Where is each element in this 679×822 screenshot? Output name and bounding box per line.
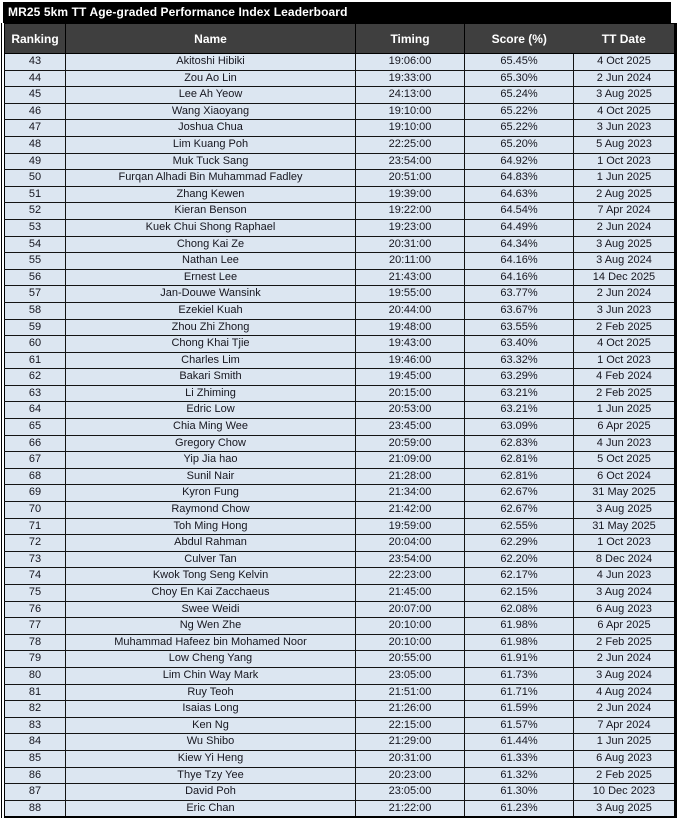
ranking-cell: 74 [5,568,66,585]
table-row [5,186,676,203]
ranking-cell: 58 [5,302,66,319]
ranking-cell: 80 [5,667,66,684]
ranking-cell: 70 [5,502,66,519]
ranking-cell: 61 [5,352,66,369]
name-cell: Chong Khai Tjie [66,336,356,353]
table-row [5,701,676,718]
ranking-cell: 79 [5,651,66,668]
score-cell: 61.91% [465,651,574,668]
table-row [5,236,676,253]
score-cell: 65.20% [465,136,574,153]
timing-cell: 20:23:00 [356,767,465,784]
tt-date-cell: 2 Feb 2025 [574,385,676,402]
leaderboard-title: MR25 5km TT Age-graded Performance Index Leaderboard [3,2,671,23]
tt-date-cell: 3 Aug 2025 [574,236,676,253]
ranking-cell: 44 [5,70,66,87]
tt-date-cell: 4 Jun 2023 [574,568,676,585]
score-cell: 63.21% [465,385,574,402]
ranking-cell: 71 [5,518,66,535]
ranking-cell: 51 [5,186,66,203]
name-cell: Kwok Tong Seng Kelvin [66,568,356,585]
tt-date-cell: 2 Aug 2025 [574,186,676,203]
table-row [5,203,676,220]
ranking-cell: 67 [5,452,66,469]
score-cell: 62.81% [465,452,574,469]
table-row [5,153,676,170]
column-header-name: Name [66,24,356,54]
timing-cell: 23:05:00 [356,784,465,801]
name-cell: Li Zhiming [66,385,356,402]
table-row [5,435,676,452]
tt-date-cell: 14 Dec 2025 [574,269,676,286]
timing-cell: 23:54:00 [356,153,465,170]
table-row [5,717,676,734]
name-cell: Low Cheng Yang [66,651,356,668]
table-row [5,54,676,71]
table-row [5,551,676,568]
tt-date-cell: 3 Aug 2024 [574,667,676,684]
score-cell: 61.32% [465,767,574,784]
name-cell: Muhammad Hafeez bin Mohamed Noor [66,634,356,651]
timing-cell: 19:39:00 [356,186,465,203]
name-cell: Lim Kuang Poh [66,136,356,153]
name-cell: Kuek Chui Shong Raphael [66,219,356,236]
timing-cell: 23:05:00 [356,667,465,684]
score-cell: 63.67% [465,302,574,319]
tt-date-cell: 5 Aug 2023 [574,136,676,153]
name-cell: Abdul Rahman [66,535,356,552]
table-row [5,70,676,87]
score-cell: 65.22% [465,103,574,120]
name-cell: Zhang Kewen [66,186,356,203]
tt-date-cell: 3 Aug 2025 [574,87,676,104]
timing-cell: 21:22:00 [356,800,465,817]
table-row [5,618,676,635]
name-cell: David Poh [66,784,356,801]
tt-date-cell: 6 Aug 2023 [574,601,676,618]
score-cell: 62.20% [465,551,574,568]
timing-cell: 20:51:00 [356,170,465,187]
tt-date-cell: 1 Oct 2023 [574,352,676,369]
timing-cell: 22:23:00 [356,568,465,585]
name-cell: Zhou Zhi Zhong [66,319,356,336]
timing-cell: 20:07:00 [356,601,465,618]
ranking-cell: 45 [5,87,66,104]
timing-cell: 19:59:00 [356,518,465,535]
score-cell: 64.92% [465,153,574,170]
tt-date-cell: 4 Oct 2025 [574,54,676,71]
tt-date-cell: 2 Jun 2024 [574,286,676,303]
tt-date-cell: 3 Aug 2024 [574,585,676,602]
tt-date-cell: 2 Feb 2025 [574,767,676,784]
score-cell: 61.33% [465,750,574,767]
name-cell: Nathan Lee [66,253,356,270]
tt-date-cell: 2 Jun 2024 [574,651,676,668]
ranking-cell: 84 [5,734,66,751]
name-cell: Culver Tan [66,551,356,568]
ranking-cell: 54 [5,236,66,253]
table-row [5,269,676,286]
ranking-cell: 72 [5,535,66,552]
name-cell: Edric Low [66,402,356,419]
ranking-cell: 82 [5,701,66,718]
tt-date-cell: 31 May 2025 [574,518,676,535]
tt-date-cell: 2 Jun 2024 [574,219,676,236]
score-cell: 62.67% [465,502,574,519]
ranking-cell: 62 [5,369,66,386]
tt-date-cell: 2 Jun 2024 [574,70,676,87]
table-row [5,452,676,469]
timing-cell: 20:59:00 [356,435,465,452]
ranking-cell: 69 [5,485,66,502]
score-cell: 62.83% [465,435,574,452]
tt-date-cell: 6 Aug 2023 [574,750,676,767]
table-row [5,518,676,535]
ranking-cell: 53 [5,219,66,236]
score-cell: 62.55% [465,518,574,535]
table-row [5,684,676,701]
table-row [5,402,676,419]
tt-date-cell: 3 Aug 2025 [574,502,676,519]
score-cell: 63.40% [465,336,574,353]
score-cell: 63.77% [465,286,574,303]
score-cell: 63.32% [465,352,574,369]
timing-cell: 20:10:00 [356,618,465,635]
ranking-cell: 81 [5,684,66,701]
tt-date-cell: 6 Oct 2024 [574,468,676,485]
timing-cell: 19:46:00 [356,352,465,369]
timing-cell: 21:26:00 [356,701,465,718]
name-cell: Ernest Lee [66,269,356,286]
table-row [5,136,676,153]
score-cell: 62.81% [465,468,574,485]
score-cell: 64.54% [465,203,574,220]
ranking-cell: 86 [5,767,66,784]
ranking-cell: 64 [5,402,66,419]
timing-cell: 19:45:00 [356,369,465,386]
table-row [5,253,676,270]
timing-cell: 21:34:00 [356,485,465,502]
table-row [5,485,676,502]
score-cell: 64.83% [465,170,574,187]
ranking-cell: 65 [5,419,66,436]
tt-date-cell: 1 Jun 2025 [574,170,676,187]
name-cell: Charles Lim [66,352,356,369]
table-row [5,219,676,236]
ranking-cell: 88 [5,800,66,817]
column-header-tt-date: TT Date [574,24,676,54]
score-cell: 62.08% [465,601,574,618]
timing-cell: 19:23:00 [356,219,465,236]
table-row [5,352,676,369]
score-cell: 65.22% [465,120,574,137]
table-row [5,120,676,137]
table-row [5,667,676,684]
name-cell: Raymond Chow [66,502,356,519]
ranking-cell: 83 [5,717,66,734]
score-cell: 65.24% [465,87,574,104]
tt-date-cell: 1 Jun 2025 [574,402,676,419]
timing-cell: 19:10:00 [356,120,465,137]
ranking-cell: 87 [5,784,66,801]
tt-date-cell: 1 Oct 2023 [574,153,676,170]
tt-date-cell: 4 Oct 2025 [574,336,676,353]
ranking-cell: 43 [5,54,66,71]
timing-cell: 20:04:00 [356,535,465,552]
table-row [5,502,676,519]
table-row [5,87,676,104]
name-cell: Furqan Alhadi Bin Muhammad Fadley [66,170,356,187]
leaderboard-table-border [1,23,672,818]
table-row [5,634,676,651]
tt-date-cell: 3 Aug 2025 [574,800,676,817]
score-cell: 62.29% [465,535,574,552]
ranking-cell: 78 [5,634,66,651]
timing-cell: 19:33:00 [356,70,465,87]
timing-cell: 20:10:00 [356,634,465,651]
score-cell: 64.16% [465,253,574,270]
table-row [5,800,676,817]
timing-cell: 23:45:00 [356,419,465,436]
timing-cell: 20:11:00 [356,253,465,270]
tt-date-cell: 2 Feb 2025 [574,634,676,651]
name-cell: Jan-Douwe Wansink [66,286,356,303]
table-row [5,568,676,585]
table-row [5,302,676,319]
timing-cell: 21:45:00 [356,585,465,602]
name-cell: Muk Tuck Sang [66,153,356,170]
name-cell: Akitoshi Hibiki [66,54,356,71]
table-row [5,468,676,485]
name-cell: Swee Weidi [66,601,356,618]
table-row [5,369,676,386]
table-row [5,601,676,618]
table-row [5,286,676,303]
timing-cell: 20:31:00 [356,750,465,767]
score-cell: 63.55% [465,319,574,336]
timing-cell: 19:10:00 [356,103,465,120]
name-cell: Kieran Benson [66,203,356,220]
name-cell: Sunil Nair [66,468,356,485]
timing-cell: 21:42:00 [356,502,465,519]
tt-date-cell: 31 May 2025 [574,485,676,502]
timing-cell: 21:28:00 [356,468,465,485]
score-cell: 61.44% [465,734,574,751]
name-cell: Choy En Kai Zacchaeus [66,585,356,602]
timing-cell: 23:54:00 [356,551,465,568]
table-row [5,750,676,767]
table-row [5,170,676,187]
column-header-ranking: Ranking [5,24,66,54]
ranking-cell: 59 [5,319,66,336]
ranking-cell: 85 [5,750,66,767]
tt-date-cell: 1 Jun 2025 [574,734,676,751]
timing-cell: 20:31:00 [356,236,465,253]
column-header-timing: Timing [356,24,465,54]
tt-date-cell: 5 Oct 2025 [574,452,676,469]
score-cell: 63.21% [465,402,574,419]
tt-date-cell: 6 Apr 2025 [574,618,676,635]
name-cell: Zou Ao Lin [66,70,356,87]
table-row [5,585,676,602]
timing-cell: 19:48:00 [356,319,465,336]
score-cell: 64.49% [465,219,574,236]
name-cell: Isaias Long [66,701,356,718]
ranking-cell: 47 [5,120,66,137]
score-cell: 65.30% [465,70,574,87]
timing-cell: 21:51:00 [356,684,465,701]
ranking-cell: 60 [5,336,66,353]
tt-date-cell: 7 Apr 2024 [574,717,676,734]
tt-date-cell: 3 Jun 2023 [574,302,676,319]
score-cell: 61.57% [465,717,574,734]
table-row [5,535,676,552]
score-cell: 61.71% [465,684,574,701]
score-cell: 65.45% [465,54,574,71]
timing-cell: 22:25:00 [356,136,465,153]
timing-cell: 19:06:00 [356,54,465,71]
name-cell: Ruy Teoh [66,684,356,701]
table-row [5,336,676,353]
table-row [5,419,676,436]
name-cell: Toh Ming Hong [66,518,356,535]
timing-cell: 19:22:00 [356,203,465,220]
score-cell: 64.16% [465,269,574,286]
score-cell: 64.63% [465,186,574,203]
tt-date-cell: 2 Jun 2024 [574,701,676,718]
tt-date-cell: 4 Jun 2023 [574,435,676,452]
tt-date-cell: 4 Feb 2024 [574,369,676,386]
tt-date-cell: 6 Apr 2025 [574,419,676,436]
timing-cell: 22:15:00 [356,717,465,734]
ranking-cell: 48 [5,136,66,153]
table-row [5,319,676,336]
tt-date-cell: 8 Dec 2024 [574,551,676,568]
table-row [5,767,676,784]
name-cell: Ng Wen Zhe [66,618,356,635]
name-cell: Chia Ming Wee [66,419,356,436]
timing-cell: 21:09:00 [356,452,465,469]
ranking-cell: 56 [5,269,66,286]
table-row [5,651,676,668]
timing-cell: 20:44:00 [356,302,465,319]
ranking-cell: 63 [5,385,66,402]
score-cell: 62.67% [465,485,574,502]
ranking-cell: 57 [5,286,66,303]
tt-date-cell: 2 Feb 2025 [574,319,676,336]
name-cell: Lee Ah Yeow [66,87,356,104]
name-cell: Wang Xiaoyang [66,103,356,120]
tt-date-cell: 7 Apr 2024 [574,203,676,220]
tt-date-cell: 4 Aug 2024 [574,684,676,701]
name-cell: Chong Kai Ze [66,236,356,253]
score-cell: 62.15% [465,585,574,602]
timing-cell: 21:43:00 [356,269,465,286]
name-cell: Bakari Smith [66,369,356,386]
timing-cell: 20:15:00 [356,385,465,402]
ranking-cell: 50 [5,170,66,187]
name-cell: Lim Chin Way Mark [66,667,356,684]
timing-cell: 21:29:00 [356,734,465,751]
timing-cell: 20:55:00 [356,651,465,668]
timing-cell: 24:13:00 [356,87,465,104]
ranking-cell: 77 [5,618,66,635]
score-cell: 63.29% [465,369,574,386]
name-cell: Eric Chan [66,800,356,817]
ranking-cell: 73 [5,551,66,568]
leaderboard-header-row [5,24,676,54]
name-cell: Kiew Yi Heng [66,750,356,767]
ranking-cell: 75 [5,585,66,602]
score-cell: 61.98% [465,634,574,651]
ranking-cell: 52 [5,203,66,220]
name-cell: Wu Shibo [66,734,356,751]
name-cell: Ken Ng [66,717,356,734]
tt-date-cell: 3 Aug 2024 [574,253,676,270]
score-cell: 63.09% [465,419,574,436]
tt-date-cell: 3 Jun 2023 [574,120,676,137]
leaderboard-body [5,54,676,818]
score-cell: 61.73% [465,667,574,684]
tt-date-cell: 10 Dec 2023 [574,784,676,801]
ranking-cell: 46 [5,103,66,120]
ranking-cell: 76 [5,601,66,618]
tt-date-cell: 4 Oct 2025 [574,103,676,120]
timing-cell: 19:55:00 [356,286,465,303]
name-cell: Ezekiel Kuah [66,302,356,319]
ranking-cell: 49 [5,153,66,170]
ranking-cell: 55 [5,253,66,270]
name-cell: Kyron Fung [66,485,356,502]
name-cell: Yip Jia hao [66,452,356,469]
score-cell: 61.23% [465,800,574,817]
table-row [5,784,676,801]
ranking-cell: 68 [5,468,66,485]
score-cell: 61.59% [465,701,574,718]
table-row [5,385,676,402]
column-header-score: Score (%) [465,24,574,54]
name-cell: Joshua Chua [66,120,356,137]
tt-date-cell: 1 Oct 2023 [574,535,676,552]
ranking-cell: 66 [5,435,66,452]
score-cell: 62.17% [465,568,574,585]
leaderboard-table [4,23,677,818]
table-row [5,734,676,751]
name-cell: Thye Tzy Yee [66,767,356,784]
score-cell: 64.34% [465,236,574,253]
table-row [5,103,676,120]
score-cell: 61.98% [465,618,574,635]
name-cell: Gregory Chow [66,435,356,452]
timing-cell: 19:43:00 [356,336,465,353]
score-cell: 61.30% [465,784,574,801]
timing-cell: 20:53:00 [356,402,465,419]
